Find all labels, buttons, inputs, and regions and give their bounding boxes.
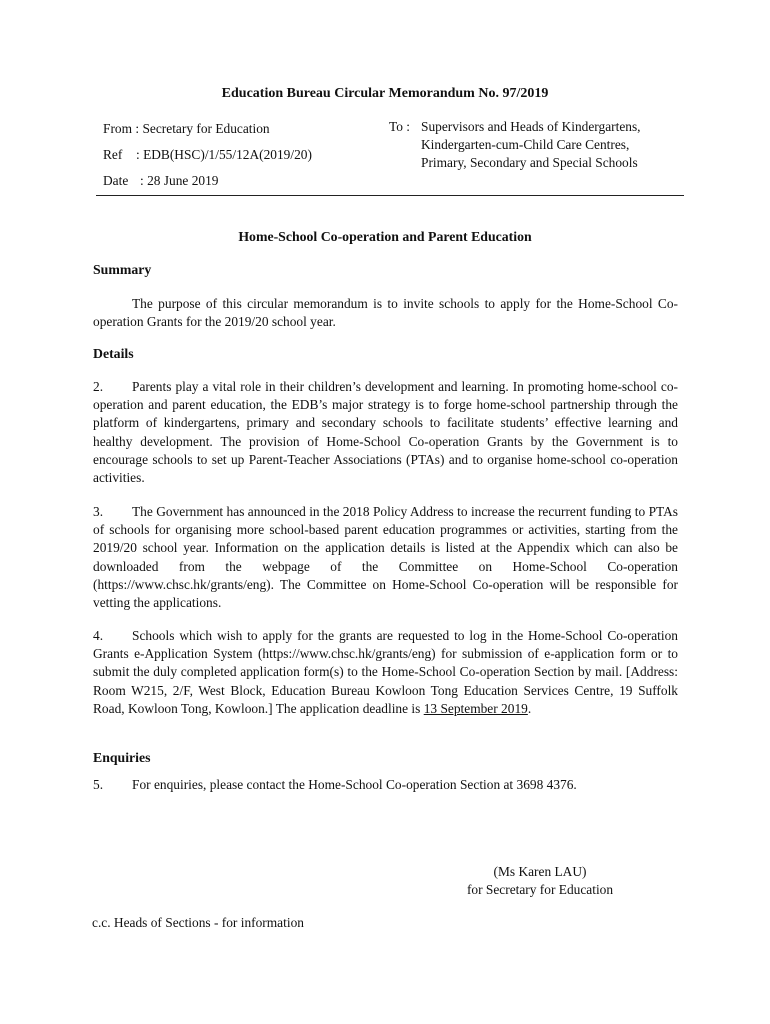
ref-value: : EDB(HSC)/1/55/12A(2019/20) (136, 147, 312, 162)
to-line: Kindergarten-cum-Child Care Centres, (421, 137, 630, 152)
cc-line: c.c. Heads of Sections - for information (92, 915, 304, 930)
ref-line (103, 147, 312, 163)
date-line (103, 173, 218, 189)
paragraph-2 (93, 378, 678, 487)
to-label: To : (389, 119, 411, 134)
subject-heading: Home-School Co-operation and Parent Education (238, 229, 532, 244)
date-label: Date (103, 173, 129, 188)
to-line: Primary, Secondary and Special Schools (421, 155, 638, 170)
paragraph-text: The Government has announced in the 2018 Policy Address to increase the recurrent funding to PTAs of schools for organising more school-based parent education programmes or activities, starting from the 2019/20 school year. Information on the application details is listed at the Appendix which can also be downloaded from the webpage of the Committee on Home-School Co-operation (https://www.chsc.hk/grants/eng). The Committee on Home-School Co-operation will be responsible for vetting the applications. (93, 504, 678, 611)
paragraph-5 (93, 776, 678, 794)
signature-block (455, 863, 625, 899)
summary-text: The purpose of this circular memorandum is to invite schools to apply for the Home-School Co-operation Grants for the 2019/20 school year. (93, 296, 678, 330)
signatory-title: for Secretary for Education (466, 882, 614, 897)
date-value: : 28 June 2019 (140, 173, 219, 188)
paragraph-number: 3. (93, 504, 104, 519)
enquiries-heading: Enquiries (93, 750, 151, 765)
signatory-name: (Ms Karen LAU) (493, 864, 587, 879)
memo-title: Education Bureau Circular Memorandum No. 97/2019 (221, 86, 549, 101)
paragraph-number: 5. (93, 777, 104, 792)
to-line: Supervisors and Heads of Kindergartens, (421, 119, 641, 134)
paragraph-number: 2. (93, 379, 104, 394)
ref-label: Ref (103, 147, 123, 162)
paragraph-end: . (527, 700, 532, 716)
details-heading: Details (93, 346, 134, 361)
paragraph-text: Schools which wish to apply for the grants are requested to log in the Home-School Co-operation Grants e-Application System (https://www.chsc.hk/grants/eng) for submission of e-application form or to submit the duly completed application form(s) to the Home-School Co-operation Section by mail. [Address: Room W215, 2/F, West Block, Education Bureau Kowloon Tong Education Services Centre, 19 Suffolk Road, Kowloon Tong, Kowloon.] The application deadline is (93, 628, 678, 716)
to-block (389, 118, 689, 172)
paragraph-4 (93, 627, 678, 718)
application-deadline: 13 September 2019 (423, 700, 528, 716)
from-label: From : (103, 121, 140, 136)
paragraph-text: Parents play a vital role in their children’s development and learning. In promoting home-school co-operation and parent education, the EDB’s major strategy is to forge home-school partnership through the platform of kindergartens, primary and secondary schools to facilitate students’ effective learning and healthy development. The provision of Home-School Co-operation Grants by the Government is to encourage schools to set up Parent-Teacher Associations (PTAs) and to organise home-school co-operation activities. (93, 379, 678, 486)
summary-heading: Summary (93, 262, 152, 277)
from-value: Secretary for Education (142, 121, 270, 136)
summary-paragraph (93, 295, 678, 331)
from-line (103, 121, 270, 137)
paragraph-3 (93, 503, 678, 612)
header-divider (96, 195, 684, 196)
paragraph-number: 4. (93, 628, 104, 643)
enquiries-text: For enquiries, please contact the Home-School Co-operation Section at 3698 4376. (132, 777, 577, 792)
